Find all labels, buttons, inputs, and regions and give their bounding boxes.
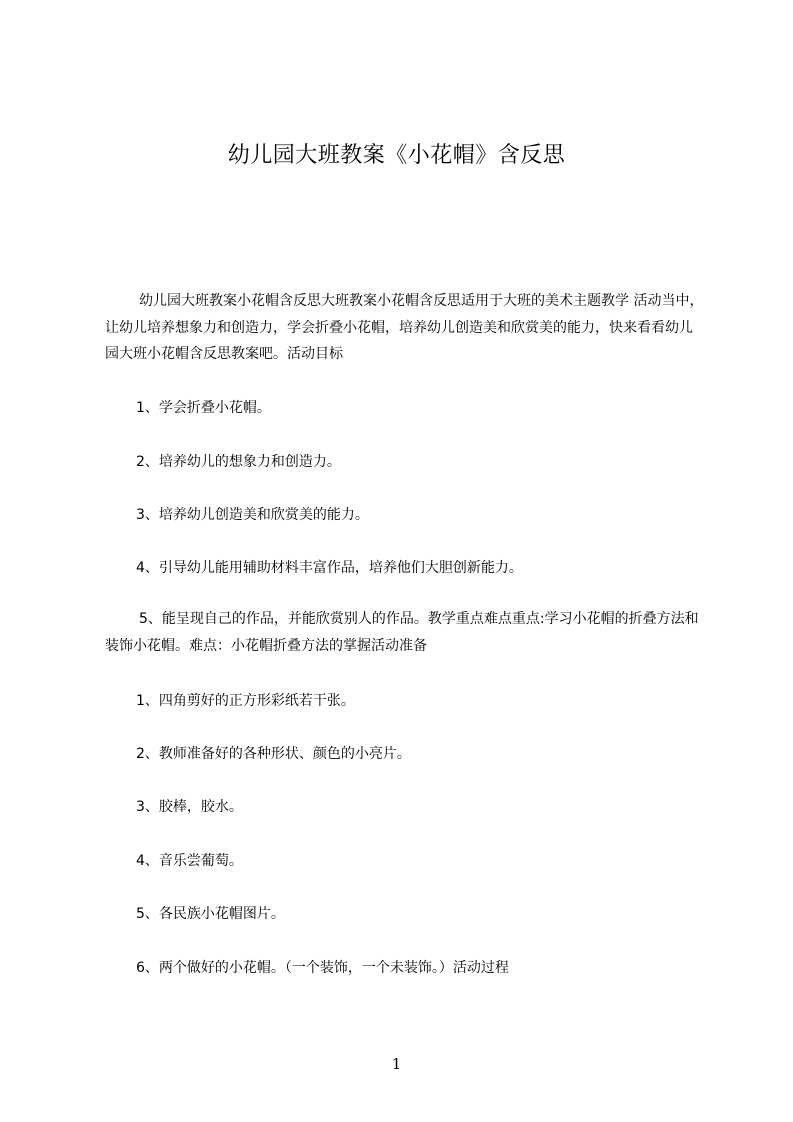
goal-item-4: 4、引导幼儿能用辅助材料丰富作品，培养他们大胆创新能力。 [136,560,523,576]
goal-item-3: 3、培养幼儿创造美和欣赏美的能力。 [136,507,369,523]
intro-paragraph: 幼儿园大班教案小花帽含反思大班教案小花帽含反思适用于大班的美术主题教学 活动当中，让幼儿培养想象力和创造力，学会折叠小花帽，培养幼儿创造美和欣赏美的能力，快来看看幼儿园大班小花帽含反思教案吧。活动目标 [105,293,704,362]
material-item-6: 6、两个做好的小花帽。（一个装饰，一个未装饰。）活动过程 [136,960,509,976]
goal-item-2: 2、培养幼儿的想象力和创造力。 [136,454,341,470]
material-item-5: 5、各民族小花帽图片。 [136,906,285,922]
material-item-3: 3、胶棒，胶水。 [136,799,243,815]
goal-item-5-paragraph: 5、能呈现自己的作品，并能欣赏别人的作品。教学重点难点重点:学习小花帽的折叠方法和装饰小花帽。难点：小花帽折叠方法的掌握活动准备 [105,611,699,654]
material-item-2: 2、教师准备好的各种形状、颜色的小亮片。 [136,746,411,762]
document-title: 幼儿园大班教案《小花帽》含反思 [227,143,566,168]
goal-item-1: 1、学会折叠小花帽。 [136,400,271,416]
page-number: 1 [391,1055,402,1073]
material-item-1: 1、四角剪好的正方形彩纸若干张。 [136,693,355,709]
material-item-4: 4、音乐尝葡萄。 [136,853,243,869]
